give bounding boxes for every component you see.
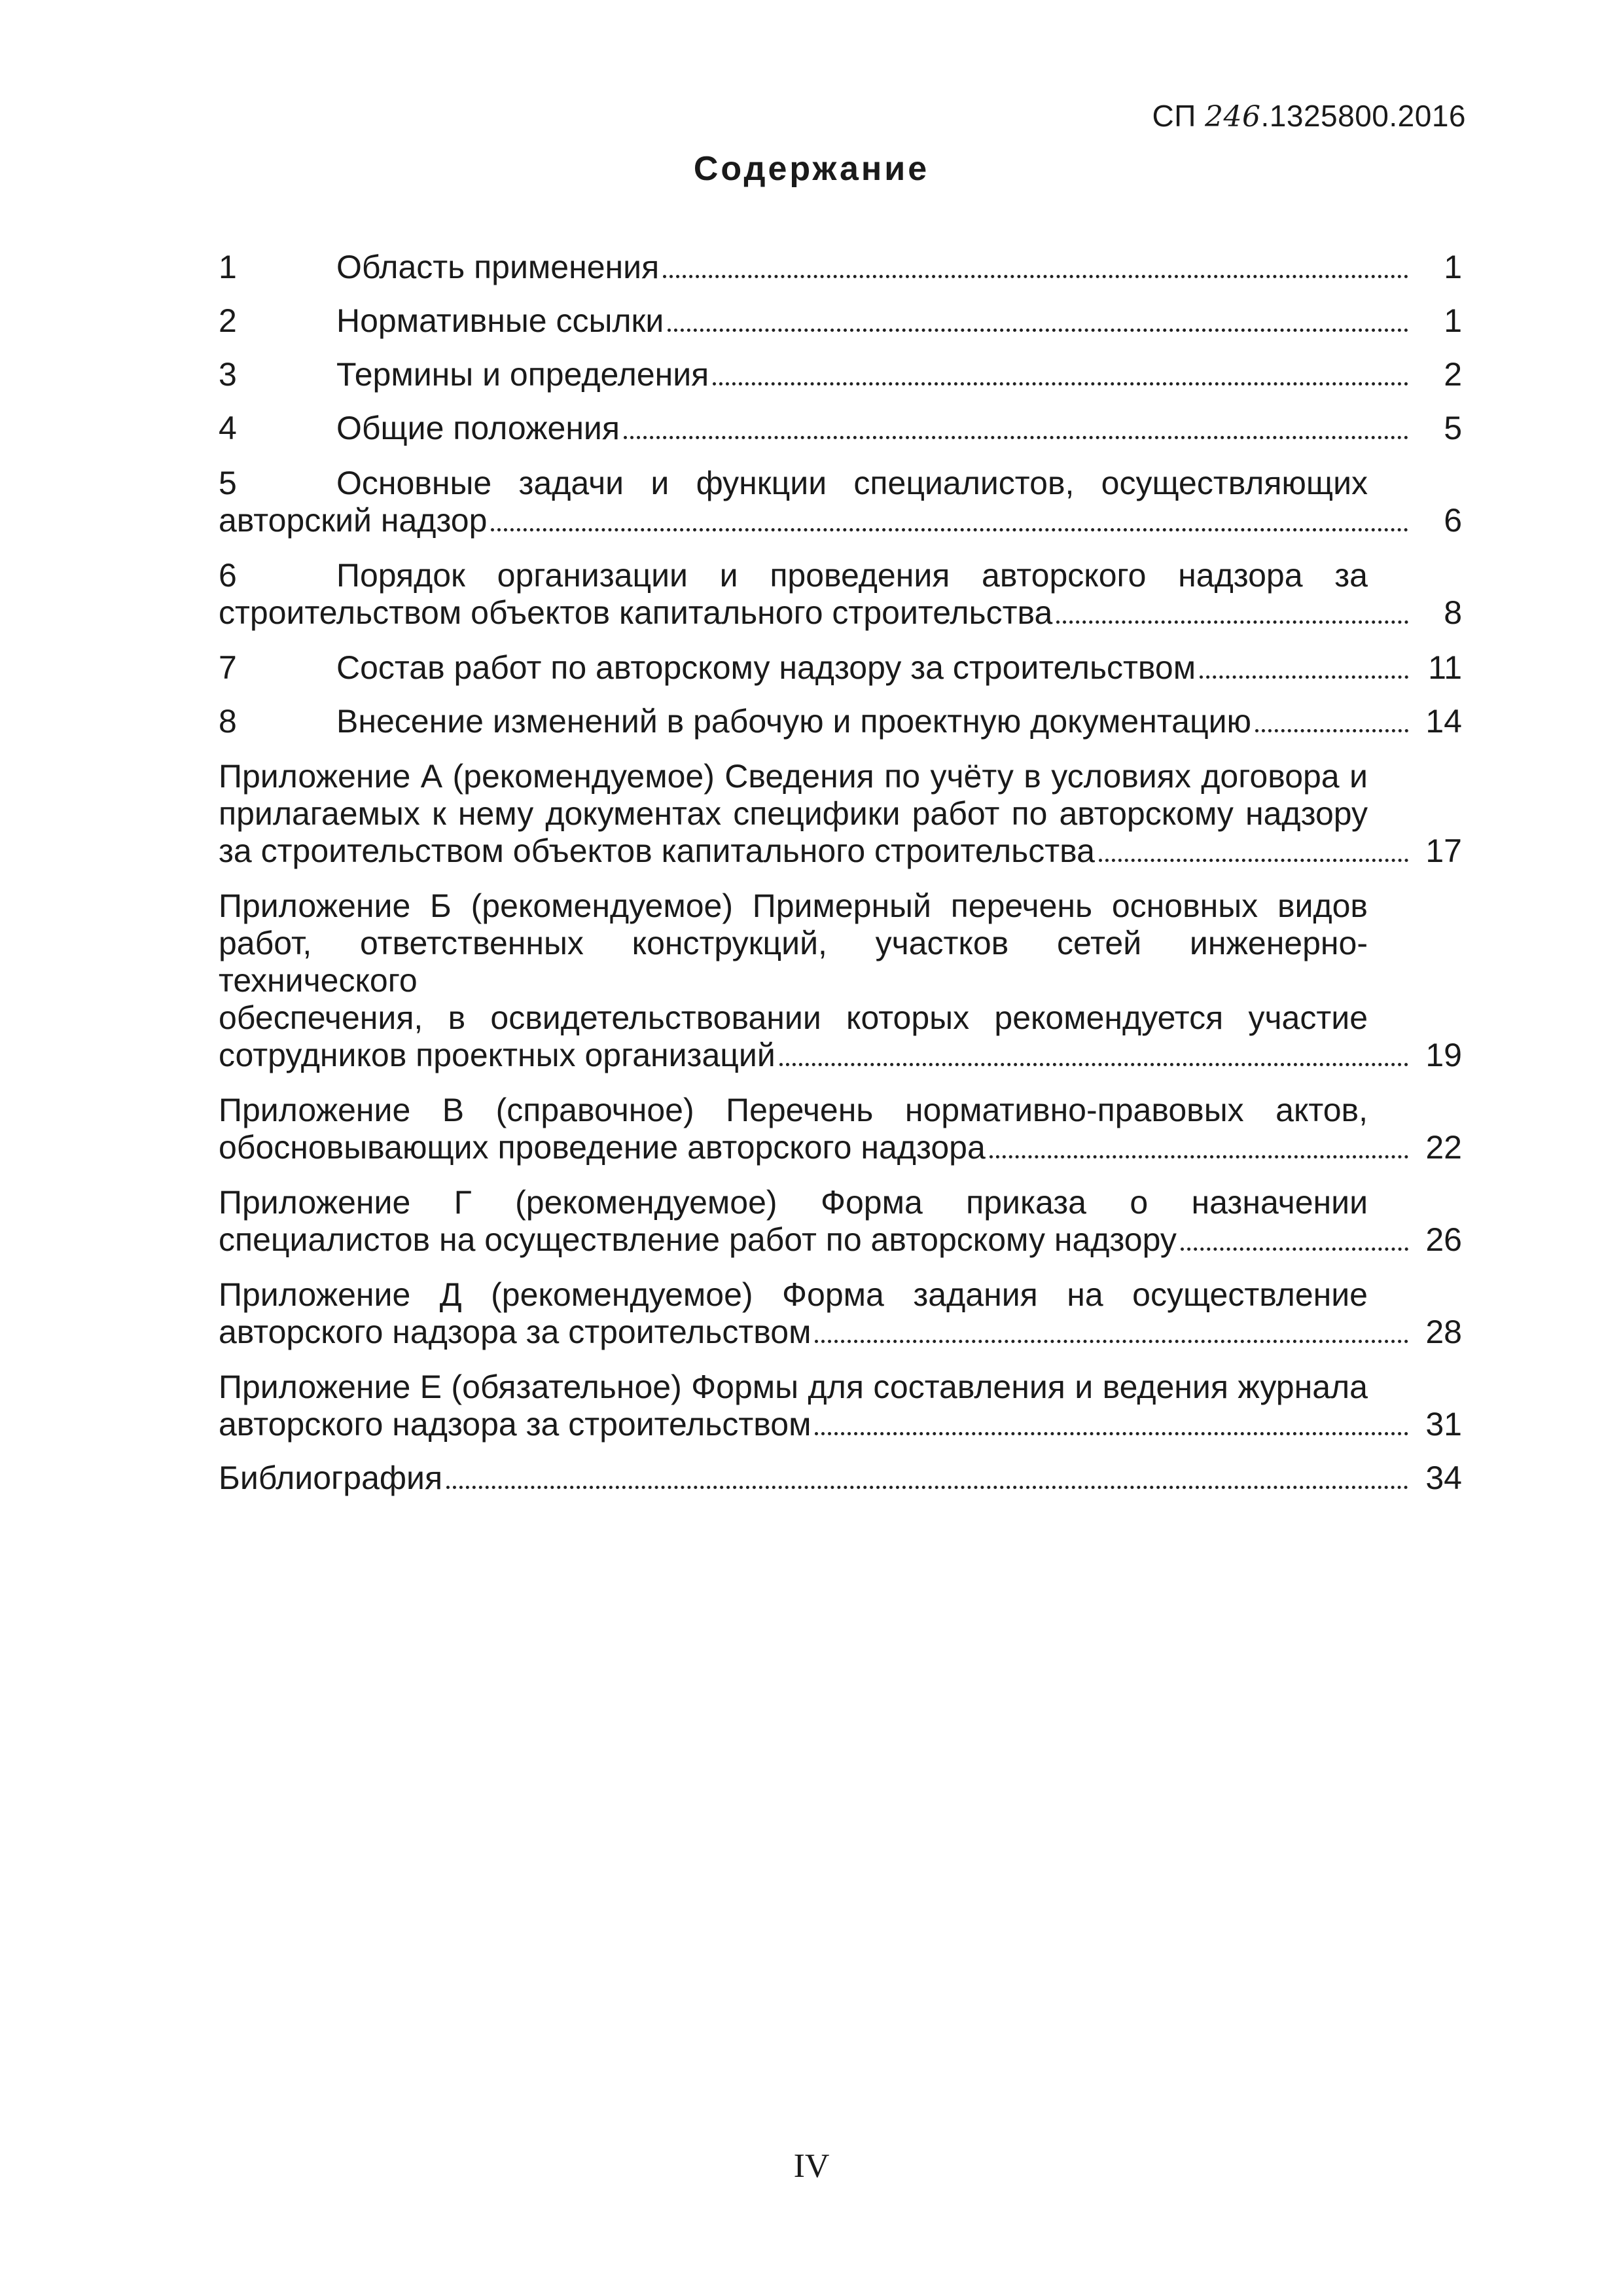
toc-entry-page: 1 bbox=[1444, 249, 1462, 285]
toc-entry-text: специалистов на осуществление работ по авторскому надзору bbox=[219, 1221, 1177, 1258]
toc-entry-line bbox=[219, 410, 1415, 447]
toc-entry-line bbox=[219, 594, 1415, 632]
toc-entry-text: прилагаемых к нему документах специфики работ по авторскому надзору bbox=[219, 795, 1368, 832]
toc-entry[interactable] bbox=[219, 356, 1462, 393]
toc-entry[interactable] bbox=[219, 1184, 1462, 1259]
toc-dot-leader bbox=[1056, 620, 1408, 624]
toc-entry-text: Общие положения bbox=[336, 410, 620, 446]
toc-dot-leader bbox=[779, 1063, 1408, 1066]
toc-dot-leader bbox=[1255, 729, 1408, 732]
toc-entry-text: обеспечения, в освидетельствовании которых рекомендуется участие bbox=[219, 999, 1368, 1036]
toc-dot-leader bbox=[624, 436, 1408, 439]
toc-entry-text: Приложение Г (рекомендуемое) Форма приказа о назначении bbox=[219, 1184, 1368, 1221]
document-code bbox=[1034, 98, 1466, 134]
toc-entry-text: Состав работ по авторскому надзору за строительством bbox=[336, 649, 1196, 686]
toc-entry-line bbox=[219, 758, 1368, 795]
toc-entry[interactable] bbox=[219, 649, 1462, 687]
toc-entry-line bbox=[219, 999, 1368, 1037]
toc-entry-text: Приложение Б (рекомендуемое) Примерный перечень основных видов bbox=[219, 888, 1368, 924]
toc-entry-number: 1 bbox=[219, 249, 237, 285]
toc-entry-number: 4 bbox=[219, 410, 237, 446]
toc-entry-text: строительством объектов капитального строительства bbox=[219, 594, 1053, 631]
toc-entry-line bbox=[219, 557, 1368, 594]
toc-entry[interactable] bbox=[219, 1369, 1462, 1443]
toc-entry-line bbox=[219, 1129, 1415, 1166]
toc-dot-leader bbox=[663, 275, 1408, 278]
toc-entry-text: Приложение Е (обязательное) Формы для составления и ведения журнала bbox=[219, 1369, 1368, 1405]
table-of-contents bbox=[219, 232, 1462, 1497]
toc-entry-line bbox=[219, 1314, 1415, 1351]
toc-entry[interactable] bbox=[219, 1460, 1462, 1497]
toc-entry[interactable] bbox=[219, 703, 1462, 740]
toc-entry-page: 34 bbox=[1425, 1460, 1462, 1496]
toc-entry-text: Основные задачи и функции специалистов, осуществляющих bbox=[336, 465, 1368, 501]
toc-entry-line bbox=[219, 888, 1368, 925]
toc-dot-leader bbox=[1099, 859, 1408, 862]
toc-entry-line bbox=[219, 249, 1415, 286]
toc-entry[interactable] bbox=[219, 302, 1462, 340]
toc-dot-leader bbox=[1200, 675, 1408, 679]
toc-entry[interactable] bbox=[219, 410, 1462, 447]
toc-dot-leader bbox=[668, 329, 1408, 332]
toc-entry-line bbox=[219, 465, 1368, 502]
toc-entry-line bbox=[219, 1221, 1415, 1259]
toc-entry[interactable] bbox=[219, 249, 1462, 286]
toc-entry-line bbox=[219, 1369, 1368, 1406]
page-title: Содержание bbox=[693, 150, 930, 188]
toc-entry-text: авторского надзора за строительством bbox=[219, 1406, 812, 1443]
toc-entry-text: работ, ответственных конструкций, участков сетей инженерно-технического bbox=[219, 925, 1368, 999]
toc-entry-line bbox=[219, 649, 1415, 687]
toc-entry[interactable] bbox=[219, 1092, 1462, 1166]
toc-entry-line bbox=[219, 1184, 1368, 1221]
toc-entry-line bbox=[219, 833, 1415, 870]
toc-entry-line bbox=[219, 925, 1368, 999]
toc-entry-page: 6 bbox=[1444, 502, 1462, 539]
toc-entry-text: авторский надзор bbox=[219, 502, 488, 539]
toc-entry[interactable] bbox=[219, 888, 1462, 1074]
toc-entry[interactable] bbox=[219, 1276, 1462, 1351]
toc-dot-leader bbox=[446, 1486, 1408, 1489]
toc-entry-text: обосновывающих проведение авторского надзора bbox=[219, 1129, 986, 1166]
toc-entry-text: Приложение Д (рекомендуемое) Форма задания на осуществление bbox=[219, 1276, 1368, 1313]
toc-entry-text: Нормативные ссылки bbox=[336, 302, 664, 339]
toc-entry-line bbox=[219, 1037, 1415, 1074]
toc-entry-line bbox=[219, 356, 1415, 393]
toc-dot-leader bbox=[990, 1155, 1408, 1158]
toc-entry-page: 11 bbox=[1428, 649, 1462, 686]
toc-entry-text: авторского надзора за строительством bbox=[219, 1314, 812, 1350]
toc-entry-number: 6 bbox=[219, 557, 237, 594]
toc-entry-text: сотрудников проектных организаций bbox=[219, 1037, 776, 1073]
toc-entry-number: 7 bbox=[219, 649, 237, 686]
toc-dot-leader bbox=[1181, 1247, 1408, 1251]
document-code-suffix: .1325800.2016 bbox=[1260, 99, 1466, 133]
toc-entry-text: Приложение А (рекомендуемое) Сведения по учёту в условиях договора и bbox=[219, 758, 1368, 795]
toc-entry[interactable] bbox=[219, 557, 1462, 632]
toc-entry[interactable] bbox=[219, 465, 1462, 539]
toc-entry-page: 17 bbox=[1425, 833, 1462, 869]
toc-entry-line bbox=[219, 795, 1368, 833]
document-code-handwritten-number: 246 bbox=[1205, 100, 1261, 134]
toc-entry-line bbox=[219, 302, 1415, 340]
toc-dot-leader bbox=[713, 382, 1408, 386]
toc-entry-line bbox=[219, 1092, 1368, 1129]
toc-entry-number: 3 bbox=[219, 356, 237, 393]
toc-entry-page: 26 bbox=[1425, 1221, 1462, 1258]
toc-entry-text: Порядок организации и проведения авторского надзора за bbox=[336, 557, 1368, 594]
toc-entry-text: Внесение изменений в рабочую и проектную документацию bbox=[336, 703, 1252, 740]
toc-entry-line bbox=[219, 502, 1415, 539]
toc-entry-page: 19 bbox=[1425, 1037, 1462, 1073]
toc-entry-number: 2 bbox=[219, 302, 237, 339]
toc-entry-text: за строительством объектов капитального строительства bbox=[219, 833, 1095, 869]
toc-entry-line bbox=[219, 1406, 1415, 1443]
toc-entry-text: Область применения bbox=[336, 249, 660, 285]
document-code-prefix: СП bbox=[1152, 99, 1205, 133]
toc-entry-number: 5 bbox=[219, 465, 237, 501]
toc-entry-page: 1 bbox=[1444, 302, 1462, 339]
toc-entry-page: 31 bbox=[1425, 1406, 1462, 1443]
toc-entry-text: Приложение В (справочное) Перечень нормативно-правовых актов, bbox=[219, 1092, 1368, 1128]
toc-entry-page: 28 bbox=[1425, 1314, 1462, 1350]
toc-entry-line bbox=[219, 1460, 1415, 1497]
toc-entry-text: Термины и определения bbox=[336, 356, 709, 393]
toc-entry-text: Библиография bbox=[219, 1460, 443, 1496]
toc-entry-page: 22 bbox=[1425, 1129, 1462, 1166]
toc-dot-leader bbox=[815, 1432, 1408, 1435]
toc-entry-page: 5 bbox=[1444, 410, 1462, 446]
toc-dot-leader bbox=[491, 528, 1408, 531]
toc-entry-page: 14 bbox=[1425, 703, 1462, 740]
toc-entry[interactable] bbox=[219, 758, 1462, 870]
toc-entry-line bbox=[219, 703, 1415, 740]
toc-entry-line bbox=[219, 1276, 1368, 1314]
toc-entry-page: 8 bbox=[1444, 594, 1462, 631]
page-number: IV bbox=[793, 2147, 830, 2185]
toc-entry-page: 2 bbox=[1444, 356, 1462, 393]
toc-dot-leader bbox=[815, 1340, 1408, 1343]
toc-entry-number: 8 bbox=[219, 703, 237, 740]
